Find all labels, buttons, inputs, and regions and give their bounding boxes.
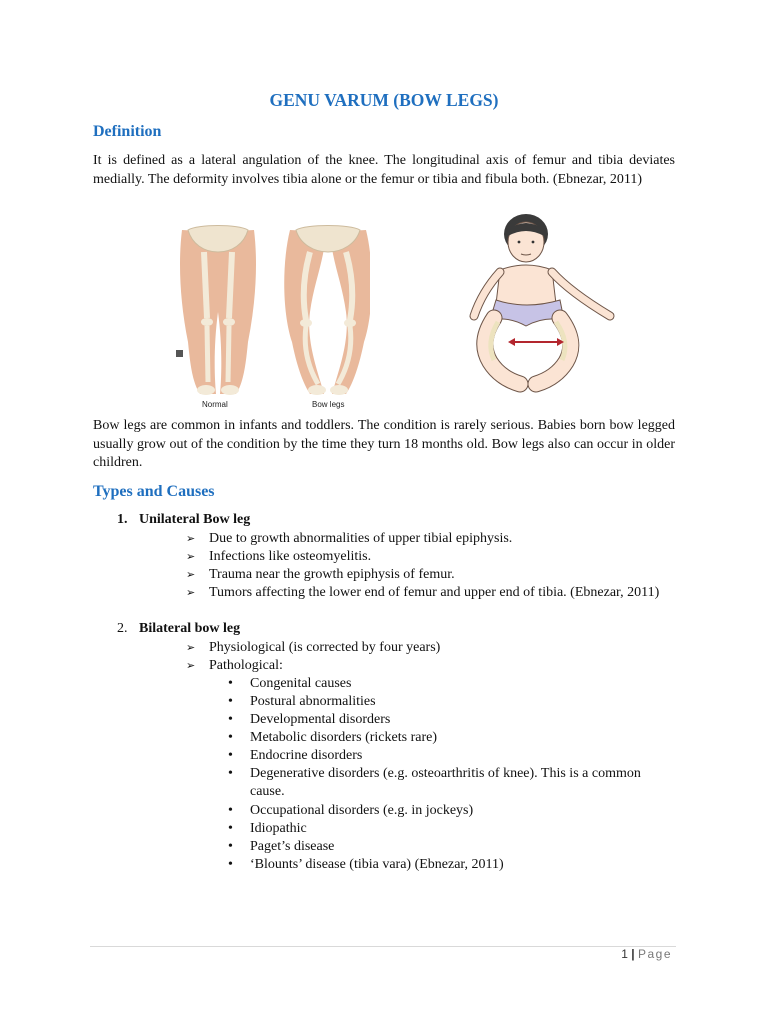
list-item: ➢ Due to growth abnormalities of upper tibial epiphysis.: [186, 531, 513, 546]
list-item: • ‘Blounts’ disease (tibia vara) (Ebnezar, 2011): [228, 857, 504, 872]
legs-comparison-illustration: [170, 222, 370, 412]
list-item: • Metabolic disorders (rickets rare): [228, 730, 437, 745]
list-item: • Paget’s disease: [228, 839, 335, 854]
page-word: Page: [637, 947, 672, 961]
list-item: • Occupational disorders (e.g. in jockeys): [228, 803, 474, 818]
child-bow-legs-figure: [460, 212, 620, 397]
list-number-2: 2.: [117, 621, 128, 636]
page-title: GENU VARUM (BOW LEGS): [269, 90, 499, 110]
bullet-icon: •: [228, 803, 233, 818]
footer-divider: [90, 946, 676, 947]
arrow-bullet-icon: ➢: [186, 551, 196, 563]
list-item: • Degenerative disorders (e.g. osteoarthritis of knee). This is a common cause.: [228, 766, 641, 799]
bullet-icon: •: [228, 676, 233, 691]
list-item: ➢ Trauma near the growth epiphysis of femur.: [186, 567, 455, 582]
types-heading: Types and Causes: [93, 483, 215, 500]
bullet-icon: •: [228, 712, 233, 727]
unilateral-title: Unilateral Bow leg: [139, 512, 251, 527]
bullet-icon: •: [228, 766, 233, 781]
list-item: • Idiopathic: [228, 821, 307, 836]
bullet-icon: •: [228, 857, 233, 872]
legs-comparison-figure: [170, 222, 370, 412]
list-item: • Developmental disorders: [228, 712, 391, 727]
list-item: • Postural abnormalities: [228, 694, 376, 709]
bullet-icon: •: [228, 694, 233, 709]
arrow-bullet-icon: ➢: [186, 587, 196, 599]
list-item: ➢ Infections like osteomyelitis.: [186, 549, 372, 564]
arrow-bullet-icon: ➢: [186, 642, 196, 654]
list-item: ➢ Physiological (is corrected by four years): [186, 640, 441, 655]
normal-legs-illustration: [180, 226, 256, 396]
bullet-icon: •: [228, 821, 233, 836]
bullet-icon: •: [228, 839, 233, 854]
page-number: 1: [621, 947, 628, 961]
bullet-icon: •: [228, 730, 233, 745]
arrow-bullet-icon: ➢: [186, 660, 196, 672]
bilateral-title: Bilateral bow leg: [139, 621, 241, 636]
clinic-logo-icon: [176, 350, 183, 357]
bow-legs-illustration: [284, 226, 370, 396]
list-item: • Endocrine disorders: [228, 748, 363, 763]
bow-legs-paragraph: Bow legs are common in infants and toddlers. The condition is rarely serious. Babies born bow legged usually grow out of the condition by the time they turn 18 months old. Bow legs also can occur in older children.: [93, 418, 675, 470]
label-bow-legs: Bow legs: [312, 400, 345, 409]
list-item: ➢ Pathological:: [186, 658, 283, 673]
label-normal: Normal: [202, 400, 228, 409]
bullet-icon: •: [228, 748, 233, 763]
list-number-1: 1.: [117, 512, 128, 527]
child-bow-legs-illustration: [460, 212, 620, 397]
list-item: • Congenital causes: [228, 676, 352, 691]
footer-separator: |: [631, 947, 635, 961]
list-item: ➢ Tumors affecting the lower end of femur and upper end of tibia. (Ebnezar, 2011): [186, 585, 660, 600]
arrow-bullet-icon: ➢: [186, 569, 196, 581]
definition-heading: Definition: [93, 123, 162, 140]
page-footer: [621, 947, 672, 961]
arrow-bullet-icon: ➢: [186, 533, 196, 545]
definition-text: It is defined as a lateral angulation of the knee. The longitudinal axis of femur and tibia deviates medially. The deformity involves tibia alone or the femur or tibia and fibula both. (Ebnezar, 2011): [93, 153, 675, 187]
